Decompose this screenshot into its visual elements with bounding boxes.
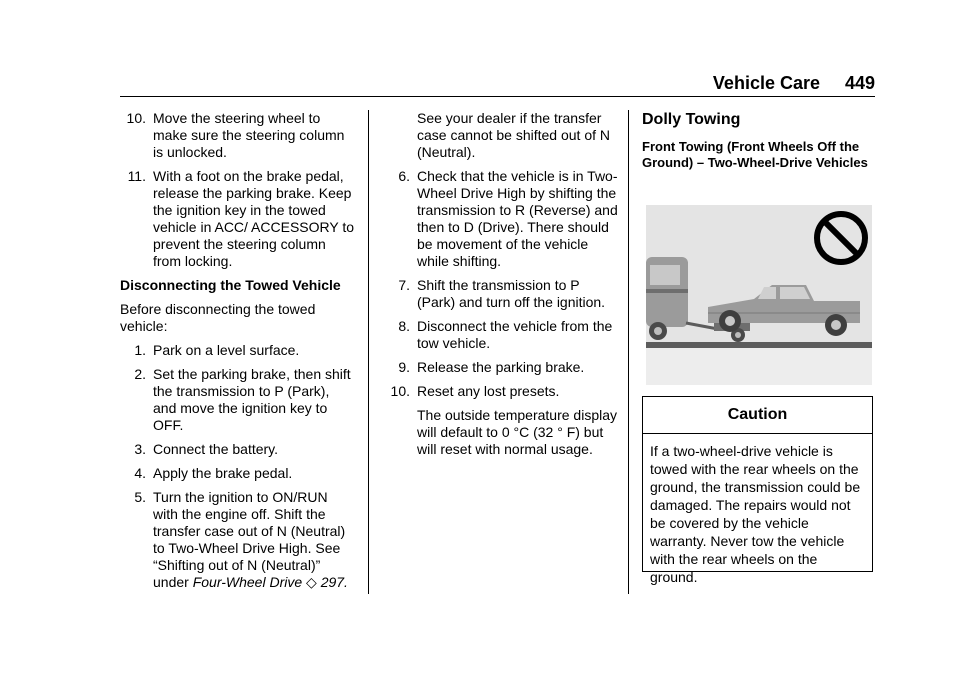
subheading: Disconnecting the Towed Vehicle	[120, 277, 341, 293]
column-divider	[368, 110, 369, 594]
page-reference-icon: ◇	[306, 574, 317, 590]
list-item	[384, 359, 619, 376]
page-header	[120, 72, 875, 97]
caution-title: Caution	[643, 397, 872, 434]
list-item	[120, 110, 355, 161]
ground-line	[646, 342, 872, 348]
step-text: Reset any lost presets.	[417, 383, 560, 399]
list-item	[384, 318, 619, 352]
note-text: The outside temperature display will default to 0 °C (32 ° F) but will reset with normal usage.	[417, 407, 617, 457]
step-number: 10.	[390, 383, 410, 399]
step-text: Set the parking brake, then shift the transmission to P (Park), and move the ignition key to OFF.	[153, 366, 351, 433]
step-text: Turn the ignition to ON/RUN with the engine off. Shift the transfer case out of N (Neutral) to Two-Wheel Drive High. See “Shifting out of N (Neutral)” under	[153, 489, 346, 590]
step-text: Connect the battery.	[153, 441, 279, 457]
step-number: 7.	[398, 277, 410, 293]
list-item	[120, 465, 355, 482]
step-number: 1.	[134, 342, 146, 358]
intro-text: Before disconnecting the towed vehicle:	[120, 301, 316, 334]
list-item	[384, 383, 619, 400]
step-number: 5.	[134, 489, 146, 505]
list-item	[384, 168, 619, 270]
caution-box	[642, 396, 873, 585]
step-text: Move the steering wheel to make sure the steering column is unlocked.	[153, 110, 345, 160]
step-text: Release the parking brake.	[417, 359, 585, 375]
step-text: Shift the transmission to P (Park) and turn off the ignition.	[417, 277, 606, 310]
page-number: 449	[844, 73, 875, 93]
step-number: 10.	[126, 110, 146, 126]
step-number: 2.	[134, 366, 146, 382]
cross-reference-page[interactable]: 297.	[320, 574, 348, 590]
list-item	[120, 489, 355, 591]
step-text: Apply the brake pedal.	[153, 465, 293, 481]
dolly-towing-illustration	[646, 205, 872, 385]
step-text: With a foot on the brake pedal, release the parking brake. Keep the ignition key in the towed vehicle in ACC/ ACCESSORY to prevent the steering column from locking.	[153, 168, 355, 269]
section-heading: Dolly Towing	[642, 111, 741, 128]
column-middle	[384, 110, 619, 465]
step-text: Park on a level surface.	[153, 342, 300, 358]
column-right	[642, 110, 875, 171]
section-title: Vehicle Care	[712, 73, 820, 93]
step-number: 6.	[398, 168, 410, 184]
list-item	[120, 441, 355, 458]
subheading: Front Towing (Front Wheels Off the Ground) – Two-Wheel-Drive Vehicles	[642, 139, 868, 170]
step-number: 3.	[134, 441, 146, 457]
list-item	[384, 277, 619, 311]
continued-text: See your dealer if the transfer case cannot be shifted out of N (Neutral).	[417, 110, 611, 160]
list-item	[120, 342, 355, 359]
list-item	[120, 168, 355, 270]
step-number: 9.	[398, 359, 410, 375]
step-number: 8.	[398, 318, 410, 334]
list-item	[120, 366, 355, 434]
step-text: Disconnect the vehicle from the tow vehicle.	[417, 318, 613, 351]
step-number: 4.	[134, 465, 146, 481]
ground-area	[646, 348, 872, 385]
illustration-svg	[646, 205, 872, 385]
column-divider	[628, 110, 629, 594]
caution-text: If a two-wheel-drive vehicle is towed with the rear wheels on the ground, the transmission could be damaged. The repairs would not be covered by the vehicle warranty. Never tow the vehicle with the rear wheels on the ground.	[650, 443, 861, 585]
step-text: Check that the vehicle is in Two-Wheel Drive High by shifting the transmission to R (Reverse) and then to D (Drive). There should be movement of the vehicle while shifting.	[417, 168, 618, 269]
column-left	[120, 110, 355, 598]
cross-reference-link[interactable]: Four-Wheel Drive	[192, 574, 303, 590]
step-number: 11.	[127, 168, 146, 184]
